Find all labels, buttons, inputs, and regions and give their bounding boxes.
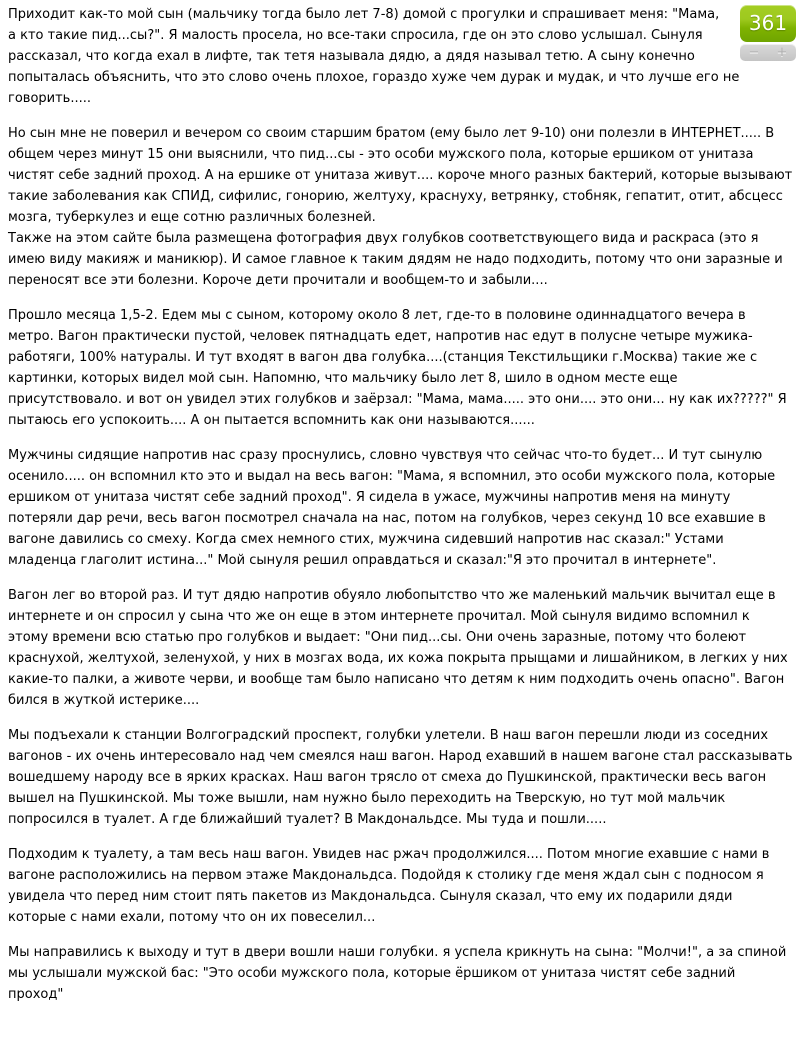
rating-minus-button[interactable]: −: [748, 45, 760, 60]
rating-score: 361: [740, 5, 796, 42]
rating-widget: [740, 5, 796, 61]
rating-buttons: [740, 44, 796, 61]
story-paragraph: Подходим к туалету, а там весь наш вагон. Увидев нас ржач продолжился.... Потом многие ехавшие с нами в вагоне расположились на первом этаже Макдональдса. Подойдя к столику где меня ждал сын с подносом я увидела что перед ним стоит пять пакетов из Макдональдса. Сынуля сказал, что ему их подарили дяди которые с нами ехали, потому что он их повеселил...: [8, 847, 770, 925]
story-paragraph: Мужчины сидящие напротив нас сразу проснулись, словно чувствуя что сейчас что-то будет... И тут сынулю осенило..... он вспомнил кто это и выдал на весь вагон: "Мама, я вспомнил, это особи мужского пола, которые ершиком от унитаза чистят себе задний проход". Я сидела в ужасе, мужчины напротив меня на минуту потеряли дар речи, весь вагон посмотрел сначала на нас, потом на голубков, через секунд 10 все ехавшие в вагоне давились со смеху. Когда смех немного стих, мужчина сидевший напротив нас сказал:" Устами младенца глаголит истина..." Мой сынуля решил оправдаться и сказал:"Я это прочитал в интернете".: [8, 448, 776, 568]
story-paragraph: Мы направились к выходу и тут в двери вошли наши голубки. я успела крикнуть на сына: "Молчи!", а за спиной мы услышали мужской бас: "Это особи мужского пола, которые ёршиком от унитаза чистят себе задний проход": [8, 945, 787, 1002]
story-paragraph: Но сын мне не поверил и вечером со своим старшим братом (ему было лет 9-10) они полезли в ИНТЕРНЕТ..... В общем через минут 15 они выяснили, что пид...сы - это особи мужского пола, которые ершиком от унитаза чистят себе задний проход. А на ершике от унитаза живут.... короче много разных бактерий, которые вызывают такие заболевания как СПИД, сифилис, гонорию, желтуху, краснуху, ветрянку, стобняк, гепатит, отит, абсцесс мозга, туберкулез и еще сотню различных болезней. Также на этом сайте была размещена фотография двух голубков соответствующего вида и раскраса (это я имею виду макияж и маникюр). И самое главное к таким дядям не надо подходить, потому что они заразные и переносят все эти болезни. Короче дети прочитали и вообщем-то и забыли....: [8, 126, 793, 288]
story-paragraph: Приходит как-то мой сын (мальчику тогда было лет 7-8) домой с прогулки и спрашивает меня: "Мама, а кто такие пид...сы?". Я малость просела, но все-таки спросила, где он это слово услышал. Сынуля рассказал, что когда ехал в лифте, так тетя называла дядю, а дядя называл тетю. А сыну конечно попыталась объяснить, что это слово очень плохое, гораздо хуже чем дурак и мудак, и что лучше его не говорить.....: [8, 7, 740, 106]
story-paragraph: Прошло месяца 1,5-2. Едем мы с сыном, которому около 8 лет, где-то в половине одиннадцатого вечера в метро. Вагон практически пустой, человек пятнадцать едет, напротив нас едут в полусне четыре мужика-работяги, 100% натуралы. И тут входят в вагон два голубка....(станция Текстильщики г.Москва) такие же с картинки, которых видел мой сын. Напомню, что мальчику было лет 8, шило в одном месте еще присутствовало. и вот он увидел этих голубков и заёрзал: "Мама, мама..... это они.... это они... ну как их?????" Я пытаюсь его успокоить.... А он пытается вспомнить как они называются......: [8, 308, 787, 428]
story-paragraph: Вагон лег во второй раз. И тут дядю напротив обуяло любопытство что же маленький мальчик вычитал еще в интернете и он спросил у сына что же он еще в этом интернете прочитал. Мой сынуля видимо вспомнил к этому времени всю статью про голубков и выдает: "Они пид...сы. Они очень заразные, потому что болеют краснухой, желтухой, зеленухой, у них в мозгах вода, их кожа покрыта прыщами и лишайником, в легких у них какие-то палки, а животе черви, и вообще там было написано что детям к ним подходить очень опасно". Вагон бился в жуткой истерике....: [8, 588, 788, 708]
story-page: [0, 4, 799, 1047]
story-text: [0, 4, 799, 1005]
story-paragraph: Мы подъехали к станции Волгоградский проспект, голубки улетели. В наш вагон перешли люди из соседних вагонов - их очень интересовало над чем смеялся наш вагон. Народ ехавший в нашем вагоне стал рассказывать вошедшему народу все в ярких красках. Наш вагон трясло от смеха до Пушкинской, практически весь вагон вышел на Пушкинской. Мы тоже вышли, нам нужно было переходить на Тверскую, но тут мой мальчик попросился в туалет. А где ближайший туалет? В Макдональдсе. Мы туда и пошли.....: [8, 728, 793, 827]
rating-plus-button[interactable]: +: [776, 45, 788, 60]
